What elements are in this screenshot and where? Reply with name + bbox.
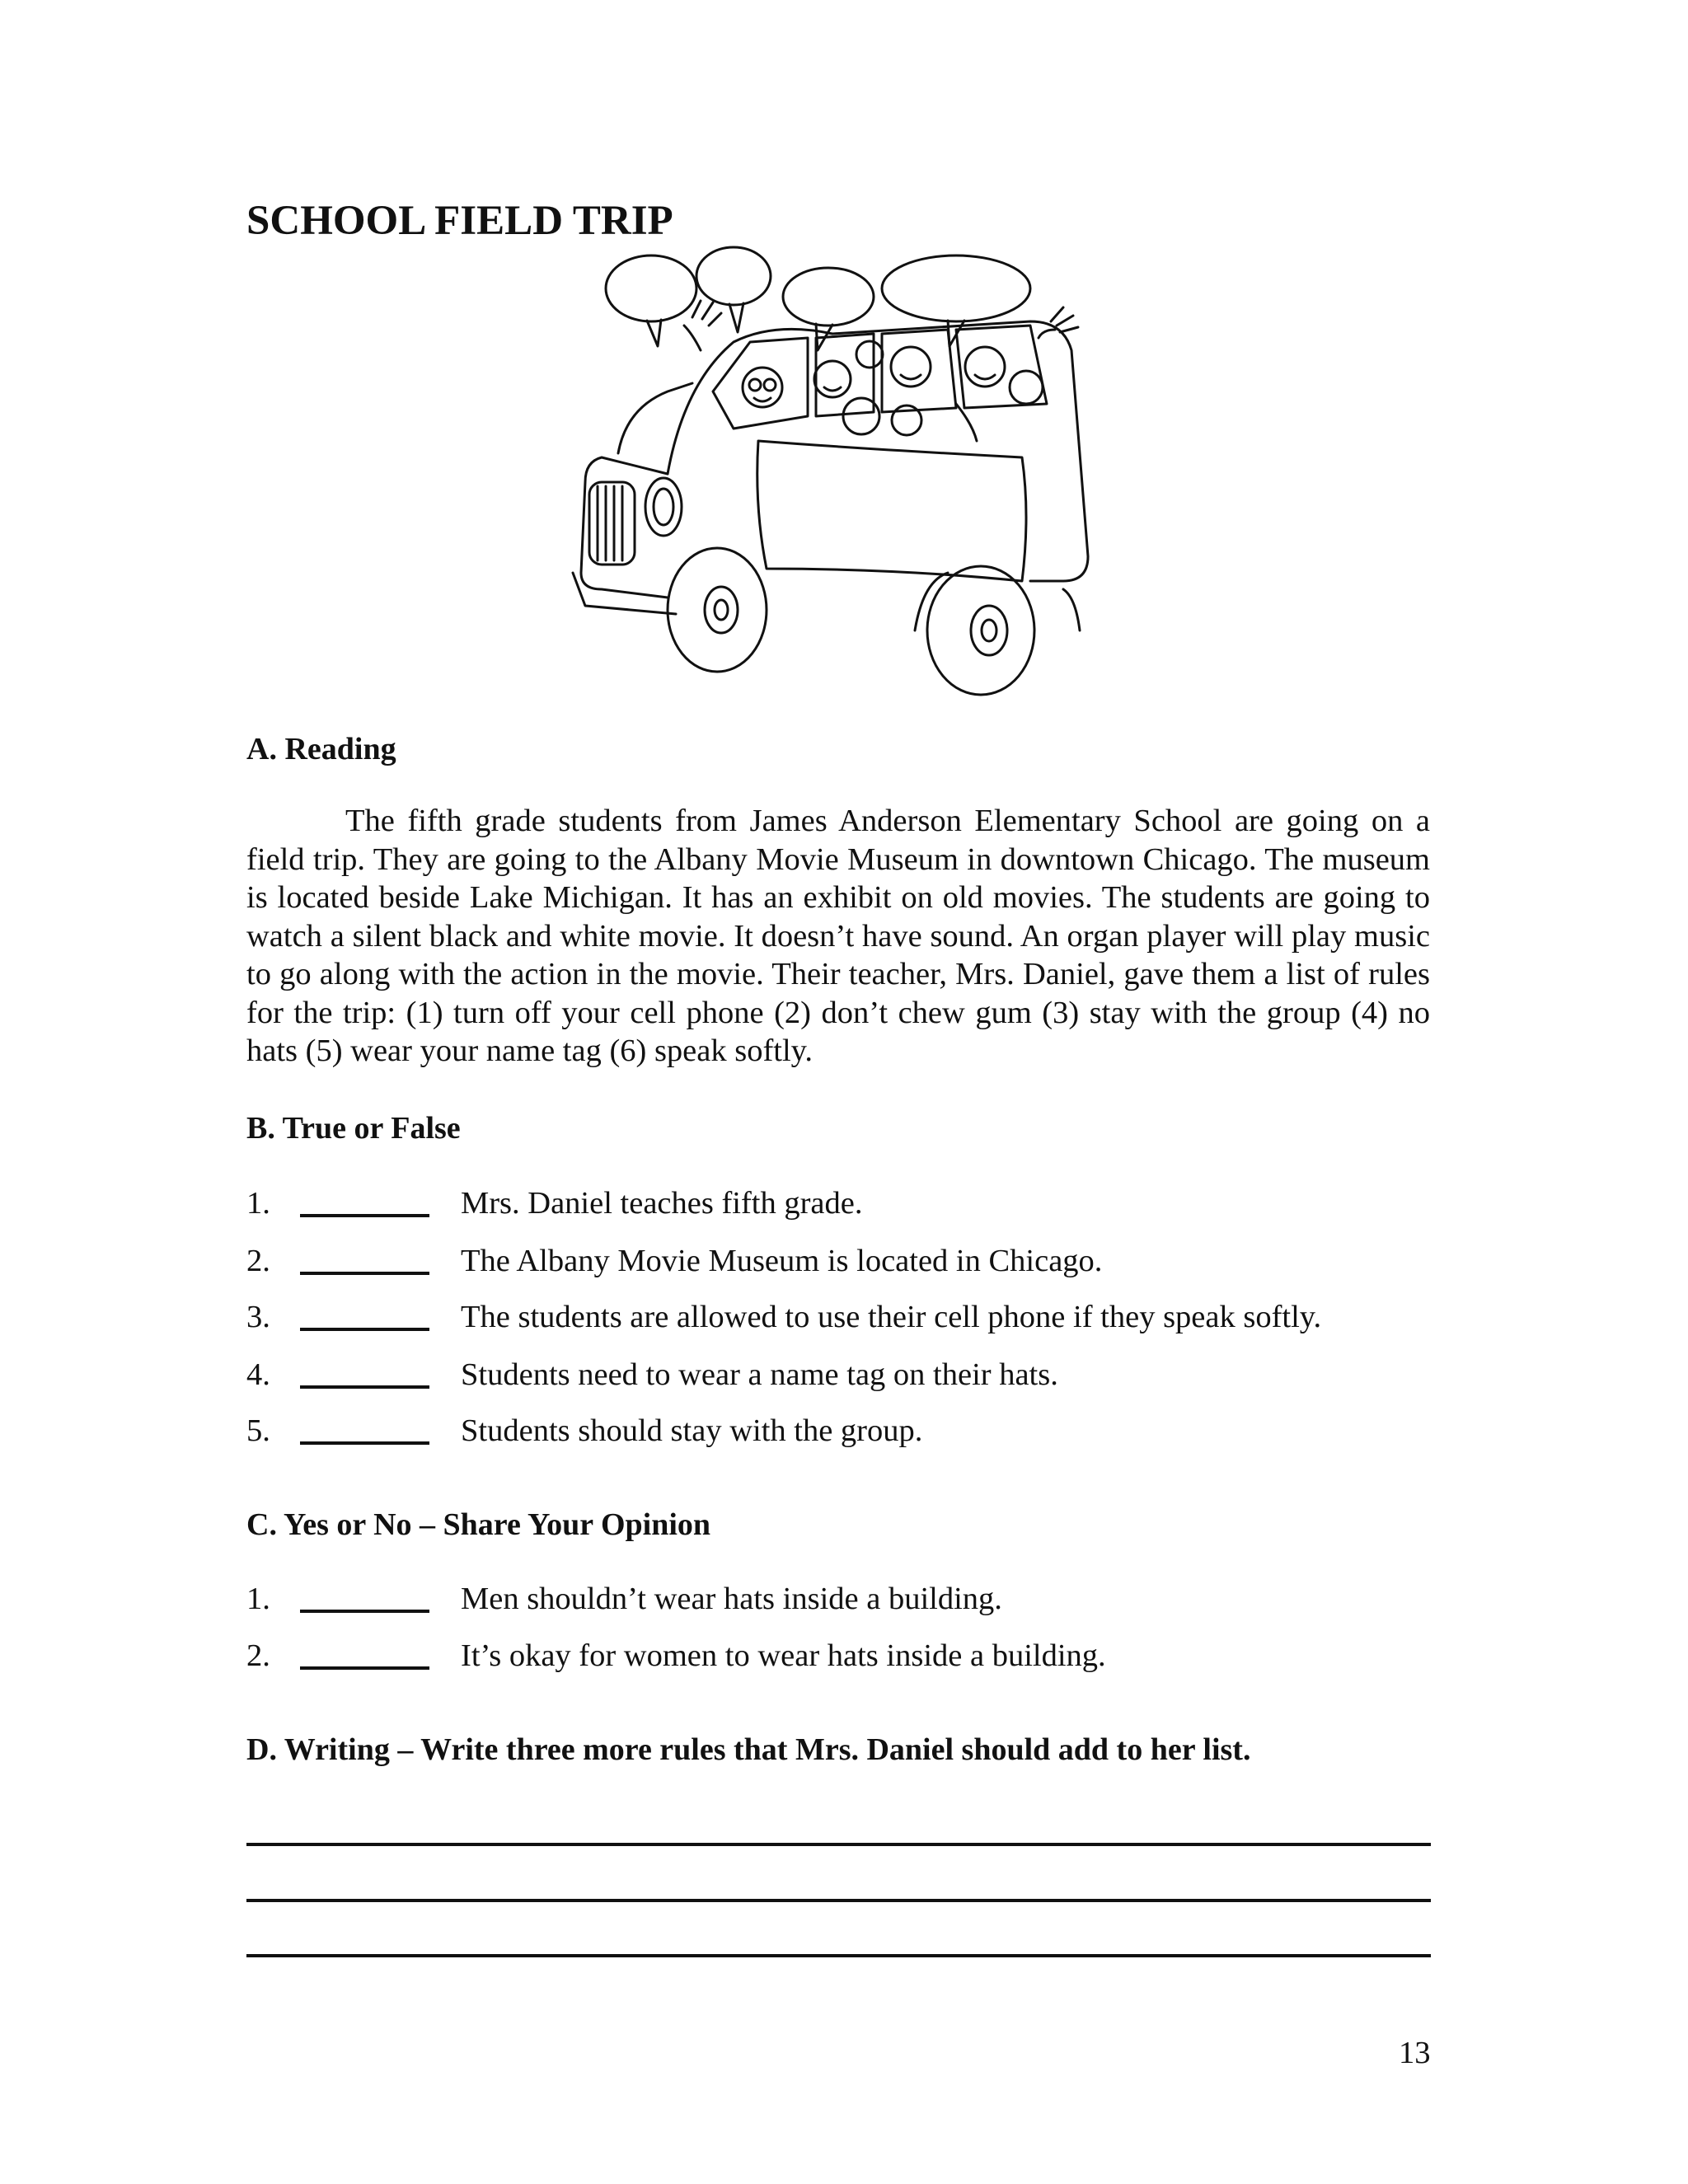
item-number: 3. <box>246 1300 270 1334</box>
item-text: It’s okay for women to wear hats inside a building. <box>461 1638 1106 1673</box>
answer-blank[interactable] <box>300 1637 429 1670</box>
section-c-heading: C. Yes or No – Share Your Opinion <box>246 1507 711 1542</box>
writing-line-3[interactable] <box>246 1954 1431 1957</box>
item-number: 1. <box>246 1186 270 1221</box>
reading-paragraph <box>246 802 1430 1071</box>
section-a-heading: A. Reading <box>246 732 396 766</box>
answer-blank[interactable] <box>300 1184 429 1217</box>
school-bus-illustration <box>569 243 1113 705</box>
answer-blank[interactable] <box>300 1298 429 1331</box>
writing-line-1[interactable] <box>246 1843 1431 1846</box>
item-text: Men shouldn’t wear hats inside a building. <box>461 1582 1002 1616</box>
section-b-heading: B. True or False <box>246 1111 461 1146</box>
item-text: Students need to wear a name tag on their hats. <box>461 1357 1058 1392</box>
item-text: Mrs. Daniel teaches fifth grade. <box>461 1186 863 1221</box>
answer-blank[interactable] <box>300 1242 429 1275</box>
item-number: 2. <box>246 1638 270 1673</box>
item-text: The students are allowed to use their cell phone if they speak softly. <box>461 1300 1322 1334</box>
item-number: 4. <box>246 1357 270 1392</box>
item-number: 5. <box>246 1413 270 1448</box>
item-number: 2. <box>246 1244 270 1278</box>
writing-line-2[interactable] <box>246 1899 1431 1902</box>
answer-blank[interactable] <box>300 1580 429 1613</box>
item-text: Students should stay with the group. <box>461 1413 923 1448</box>
bus-body <box>573 321 1088 614</box>
item-number: 1. <box>246 1582 270 1616</box>
answer-blank[interactable] <box>300 1412 429 1445</box>
section-d-heading: D. Writing – Write three more rules that Mrs. Daniel should add to her list. <box>246 1732 1251 1767</box>
speech-bubbles <box>606 247 1030 350</box>
page-number: 13 <box>1399 2036 1431 2070</box>
reading-text: The fifth grade students from James Anderson Elementary School are going on a field trip. They are going to the Albany Movie Museum in downtown Chicago. The museum is located beside Lake Michigan. It has an exhibit on old movies. The students are going to watch a silent black and white movie. It doesn’t have sound. An organ player will play music to go along with the action in the movie. Their teacher, Mrs. Daniel, gave them a list of rules for the trip: (1) turn off your cell phone (2) don’t chew gum (3) stay with the group (4) no hats (5) wear your name tag (6) speak softly. <box>246 804 1430 1068</box>
page-title: SCHOOL FIELD TRIP <box>246 198 673 244</box>
item-text: The Albany Movie Museum is located in Chicago. <box>461 1244 1103 1278</box>
answer-blank[interactable] <box>300 1356 429 1389</box>
